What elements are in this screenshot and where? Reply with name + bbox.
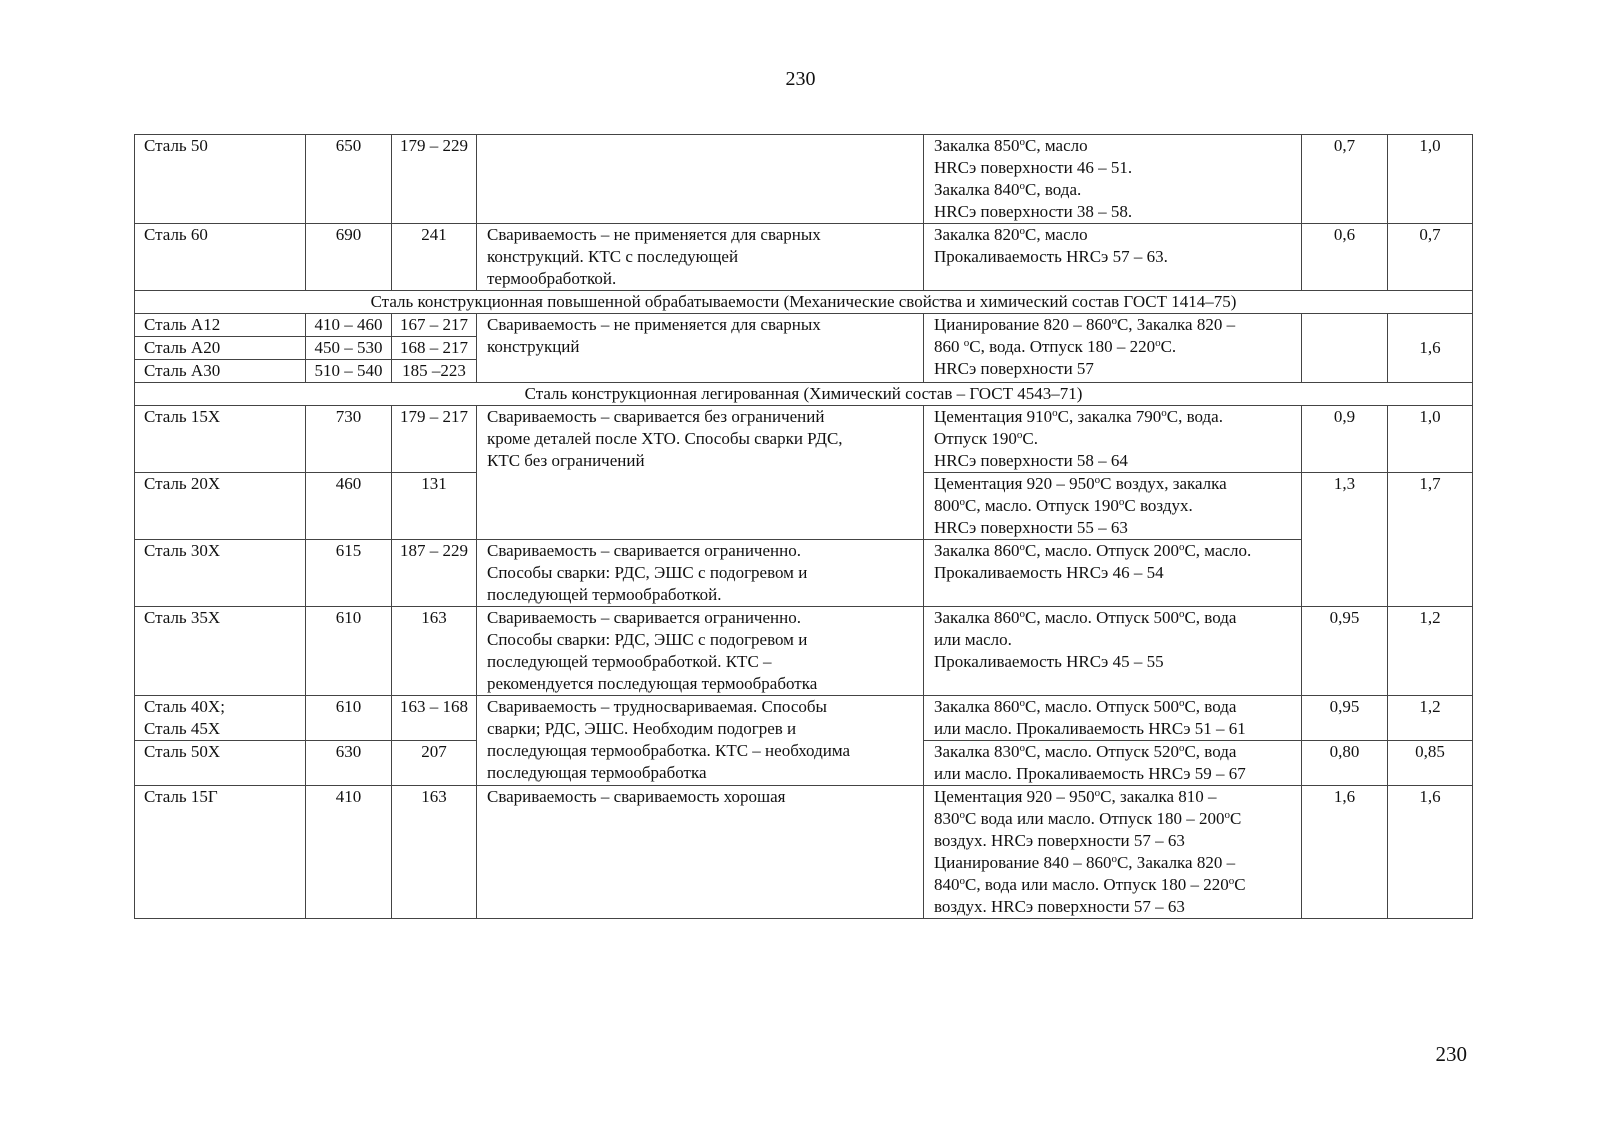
heat-treatment-cell: [924, 540, 1302, 607]
steel-grade: Сталь 35Х: [135, 607, 306, 696]
table-row: [135, 696, 1473, 741]
cell-text-line: Цементация 920 – 950$^o$С воздух, закалка: [934, 474, 1227, 493]
strength-value: 650: [306, 135, 392, 224]
steel-grade: Сталь 15Х: [135, 406, 306, 473]
coefficient-value: 0,6: [1302, 224, 1388, 291]
strength-value: 730: [306, 406, 392, 473]
strength-value: 630: [306, 741, 392, 786]
coefficient-value: 1,2: [1388, 607, 1473, 696]
cell-text-line: 860 $^o$С, вода. Отпуск 180 – 220$^o$С.: [934, 337, 1177, 356]
coefficient-value: 0,95: [1302, 696, 1388, 741]
cell-text-line: воздух. HRCэ поверхности 57 – 63: [934, 831, 1185, 850]
cell-text-line: HRCэ поверхности 38 – 58.: [934, 202, 1133, 221]
table-row: [135, 607, 1473, 696]
heat-treatment-cell: [924, 224, 1302, 291]
heat-treatment-cell: [924, 314, 1302, 383]
hardness-value: 163 – 168: [392, 696, 477, 741]
steel-grade: Сталь 60: [135, 224, 306, 291]
cell-text-line: Свариваемость – свариваемость хорошая: [487, 787, 786, 806]
table-row: [135, 224, 1473, 291]
cell-text-line: Способы сварки: РДС, ЭШС с подогревом и: [487, 563, 808, 582]
table-row: [135, 314, 1473, 337]
cell-text-line: Цементация 920 – 950$^o$С, закалка 810 –: [934, 787, 1217, 806]
cell-text-line: сварки; РДС, ЭШС. Необходим подогрев и: [487, 719, 797, 738]
hardness-value: 179 – 229: [392, 135, 477, 224]
cell-text-line: конструкций: [487, 337, 580, 356]
coefficient-value: 0,7: [1302, 135, 1388, 224]
strength-value: 460: [306, 473, 392, 540]
hardness-value: 187 – 229: [392, 540, 477, 607]
steel-grade: Сталь А20: [135, 337, 306, 360]
coefficient-value: 1,6: [1388, 314, 1473, 383]
table-row: [135, 786, 1473, 919]
cell-text-line: Свариваемость – сваривается ограниченно.: [487, 541, 801, 560]
table-row: [135, 406, 1473, 473]
cell-text-line: последующей термообработкой. КТС –: [487, 652, 772, 671]
cell-text-line: последующая термообработка: [487, 763, 707, 782]
hardness-value: 179 – 217: [392, 406, 477, 473]
heat-treatment-cell: [924, 135, 1302, 224]
cell-text-line: Закалка 860$^o$С, масло. Отпуск 500$^o$С, вода: [934, 697, 1237, 716]
cell-text-line: Закалка 840$^o$С, вода.: [934, 180, 1082, 199]
cell-text-line: Цианирование 840 – 860$^o$С, Закалка 820 –: [934, 853, 1236, 872]
steel-grade: Сталь А12: [135, 314, 306, 337]
coefficient-value: [1302, 314, 1388, 383]
strength-value: 510 – 540: [306, 360, 392, 383]
cell-text-line: кроме деталей после ХТО. Способы сварки РДС,: [487, 429, 843, 448]
hardness-value: 131: [392, 473, 477, 540]
table-row: [135, 135, 1473, 224]
cell-text-line: 830$^o$С вода или масло. Отпуск 180 – 200$^o$С: [934, 809, 1242, 828]
coefficient-value: 0,7: [1388, 224, 1473, 291]
coefficient-value: 1,6: [1302, 786, 1388, 919]
weldability-cell: [477, 540, 924, 607]
cell-text-line: Прокаливаемость HRCэ 45 – 55: [934, 652, 1164, 671]
page-number-top: 230: [785, 68, 816, 90]
cell-text-line: 840$^o$С, вода или масло. Отпуск 180 – 220$^o$С: [934, 875, 1246, 894]
heat-treatment-cell: [924, 473, 1302, 540]
cell-text-line: или масло. Прокаливаемость HRCэ 51 – 61: [934, 719, 1246, 738]
steel-grade: Сталь 30Х: [135, 540, 306, 607]
table-row: [135, 540, 1473, 607]
coefficient-value: 1,0: [1388, 406, 1473, 473]
cell-text-line: Закалка 820$^o$С, масло: [934, 225, 1088, 244]
weldability-cell: [477, 135, 924, 224]
strength-value: 410: [306, 786, 392, 919]
cell-text-line: Способы сварки: РДС, ЭШС с подогревом и: [487, 630, 808, 649]
strength-value: 610: [306, 607, 392, 696]
cell-text-line: HRCэ поверхности 58 – 64: [934, 451, 1128, 470]
coefficient-value: 1,2: [1388, 696, 1473, 741]
cell-text-line: воздух. HRCэ поверхности 57 – 63: [934, 897, 1185, 916]
coefficient-value: 1,7: [1388, 473, 1473, 607]
hardness-value: 163: [392, 607, 477, 696]
weldability-cell: [477, 314, 924, 383]
coefficient-value: 0,80: [1302, 741, 1388, 786]
heat-treatment-cell: [924, 741, 1302, 786]
cell-text-line: 800$^o$С, масло. Отпуск 190$^o$С воздух.: [934, 496, 1193, 515]
cell-text-line: или масло. Прокаливаемость HRCэ 59 – 67: [934, 764, 1246, 783]
heat-treatment-cell: [924, 607, 1302, 696]
cell-text-line: Свариваемость – трудносвариваемая. Способы: [487, 697, 827, 716]
hardness-value: 207: [392, 741, 477, 786]
cell-text-line: Цементация 910$^o$С, закалка 790$^o$С, вода.: [934, 407, 1223, 426]
weldability-cell: [477, 406, 924, 540]
cell-text-line: рекомендуется последующая термообработка: [487, 674, 818, 693]
steel-properties-table: [134, 134, 1473, 919]
cell-text-line: HRCэ поверхности 57: [934, 359, 1094, 378]
steel-grade: Сталь 15Г: [135, 786, 306, 919]
cell-text-line: Сталь 45Х: [144, 719, 221, 738]
weldability-cell: [477, 696, 924, 786]
cell-text-line: Сталь 40Х;: [144, 697, 225, 716]
cell-text-line: или масло.: [934, 630, 1012, 649]
cell-text-line: Прокаливаемость HRCэ 57 – 63.: [934, 247, 1168, 266]
strength-value: 410 – 460: [306, 314, 392, 337]
hardness-value: 168 – 217: [392, 337, 477, 360]
strength-value: 450 – 530: [306, 337, 392, 360]
cell-text-line: Закалка 830$^o$С, масло. Отпуск 520$^o$С, вода: [934, 742, 1237, 761]
section-header-row: [135, 291, 1473, 314]
steel-grade: [135, 696, 306, 741]
cell-text-line: Свариваемость – не применяется для сварных: [487, 225, 821, 244]
coefficient-value: 0,85: [1388, 741, 1473, 786]
cell-text-line: КТС без ограничений: [487, 451, 645, 470]
cell-text-line: термообработкой.: [487, 269, 617, 288]
cell-text-line: Закалка 850$^o$С, масло: [934, 136, 1088, 155]
weldability-cell: [477, 607, 924, 696]
cell-text-line: Свариваемость – сваривается без ограничений: [487, 407, 825, 426]
strength-value: 615: [306, 540, 392, 607]
cell-text-line: Цианирование 820 – 860$^o$С, Закалка 820 –: [934, 315, 1236, 334]
steel-grade: Сталь 50: [135, 135, 306, 224]
hardness-value: 163: [392, 786, 477, 919]
steel-grade: Сталь 50Х: [135, 741, 306, 786]
cell-text-line: Свариваемость – сваривается ограниченно.: [487, 608, 801, 627]
cell-text-line: Закалка 860$^o$С, масло. Отпуск 200$^o$С, масло.: [934, 541, 1252, 560]
weldability-cell: [477, 224, 924, 291]
cell-text-line: HRCэ поверхности 55 – 63: [934, 518, 1128, 537]
coefficient-value: 0,95: [1302, 607, 1388, 696]
strength-value: 610: [306, 696, 392, 741]
heat-treatment-cell: [924, 696, 1302, 741]
cell-text-line: HRCэ поверхности 46 – 51.: [934, 158, 1133, 177]
cell-text-line: последующая термообработка. КТС – необходима: [487, 741, 851, 760]
coefficient-value: 1,0: [1388, 135, 1473, 224]
hardness-value: 185 –223: [392, 360, 477, 383]
weldability-cell: [477, 786, 924, 919]
steel-grade: Сталь 20Х: [135, 473, 306, 540]
section-title: Сталь конструкционная повышенной обрабатываемости (Механические свойства и химический состав ГОСТ 1414–75): [135, 291, 1473, 314]
hardness-value: 241: [392, 224, 477, 291]
cell-text-line: последующей термообработкой.: [487, 585, 722, 604]
hardness-value: 167 – 217: [392, 314, 477, 337]
coefficient-value: 0,9: [1302, 406, 1388, 473]
heat-treatment-cell: [924, 406, 1302, 473]
cell-text-line: Отпуск 190$^o$С.: [934, 429, 1038, 448]
page-number-bottom: 230: [1435, 1042, 1467, 1066]
cell-text-line: Закалка 860$^o$С, масло. Отпуск 500$^o$С, вода: [934, 608, 1237, 627]
coefficient-value: 1,3: [1302, 473, 1388, 607]
cell-text-line: Прокаливаемость HRCэ 46 – 54: [934, 563, 1164, 582]
cell-text-line: конструкций. КТС с последующей: [487, 247, 739, 266]
section-title: Сталь конструкционная легированная (Химический состав – ГОСТ 4543–71): [135, 383, 1473, 406]
steel-grade: Сталь А30: [135, 360, 306, 383]
section-header-row: [135, 383, 1473, 406]
strength-value: 690: [306, 224, 392, 291]
cell-text-line: Свариваемость – не применяется для сварных: [487, 315, 821, 334]
coefficient-value: 1,6: [1388, 786, 1473, 919]
heat-treatment-cell: [924, 786, 1302, 919]
